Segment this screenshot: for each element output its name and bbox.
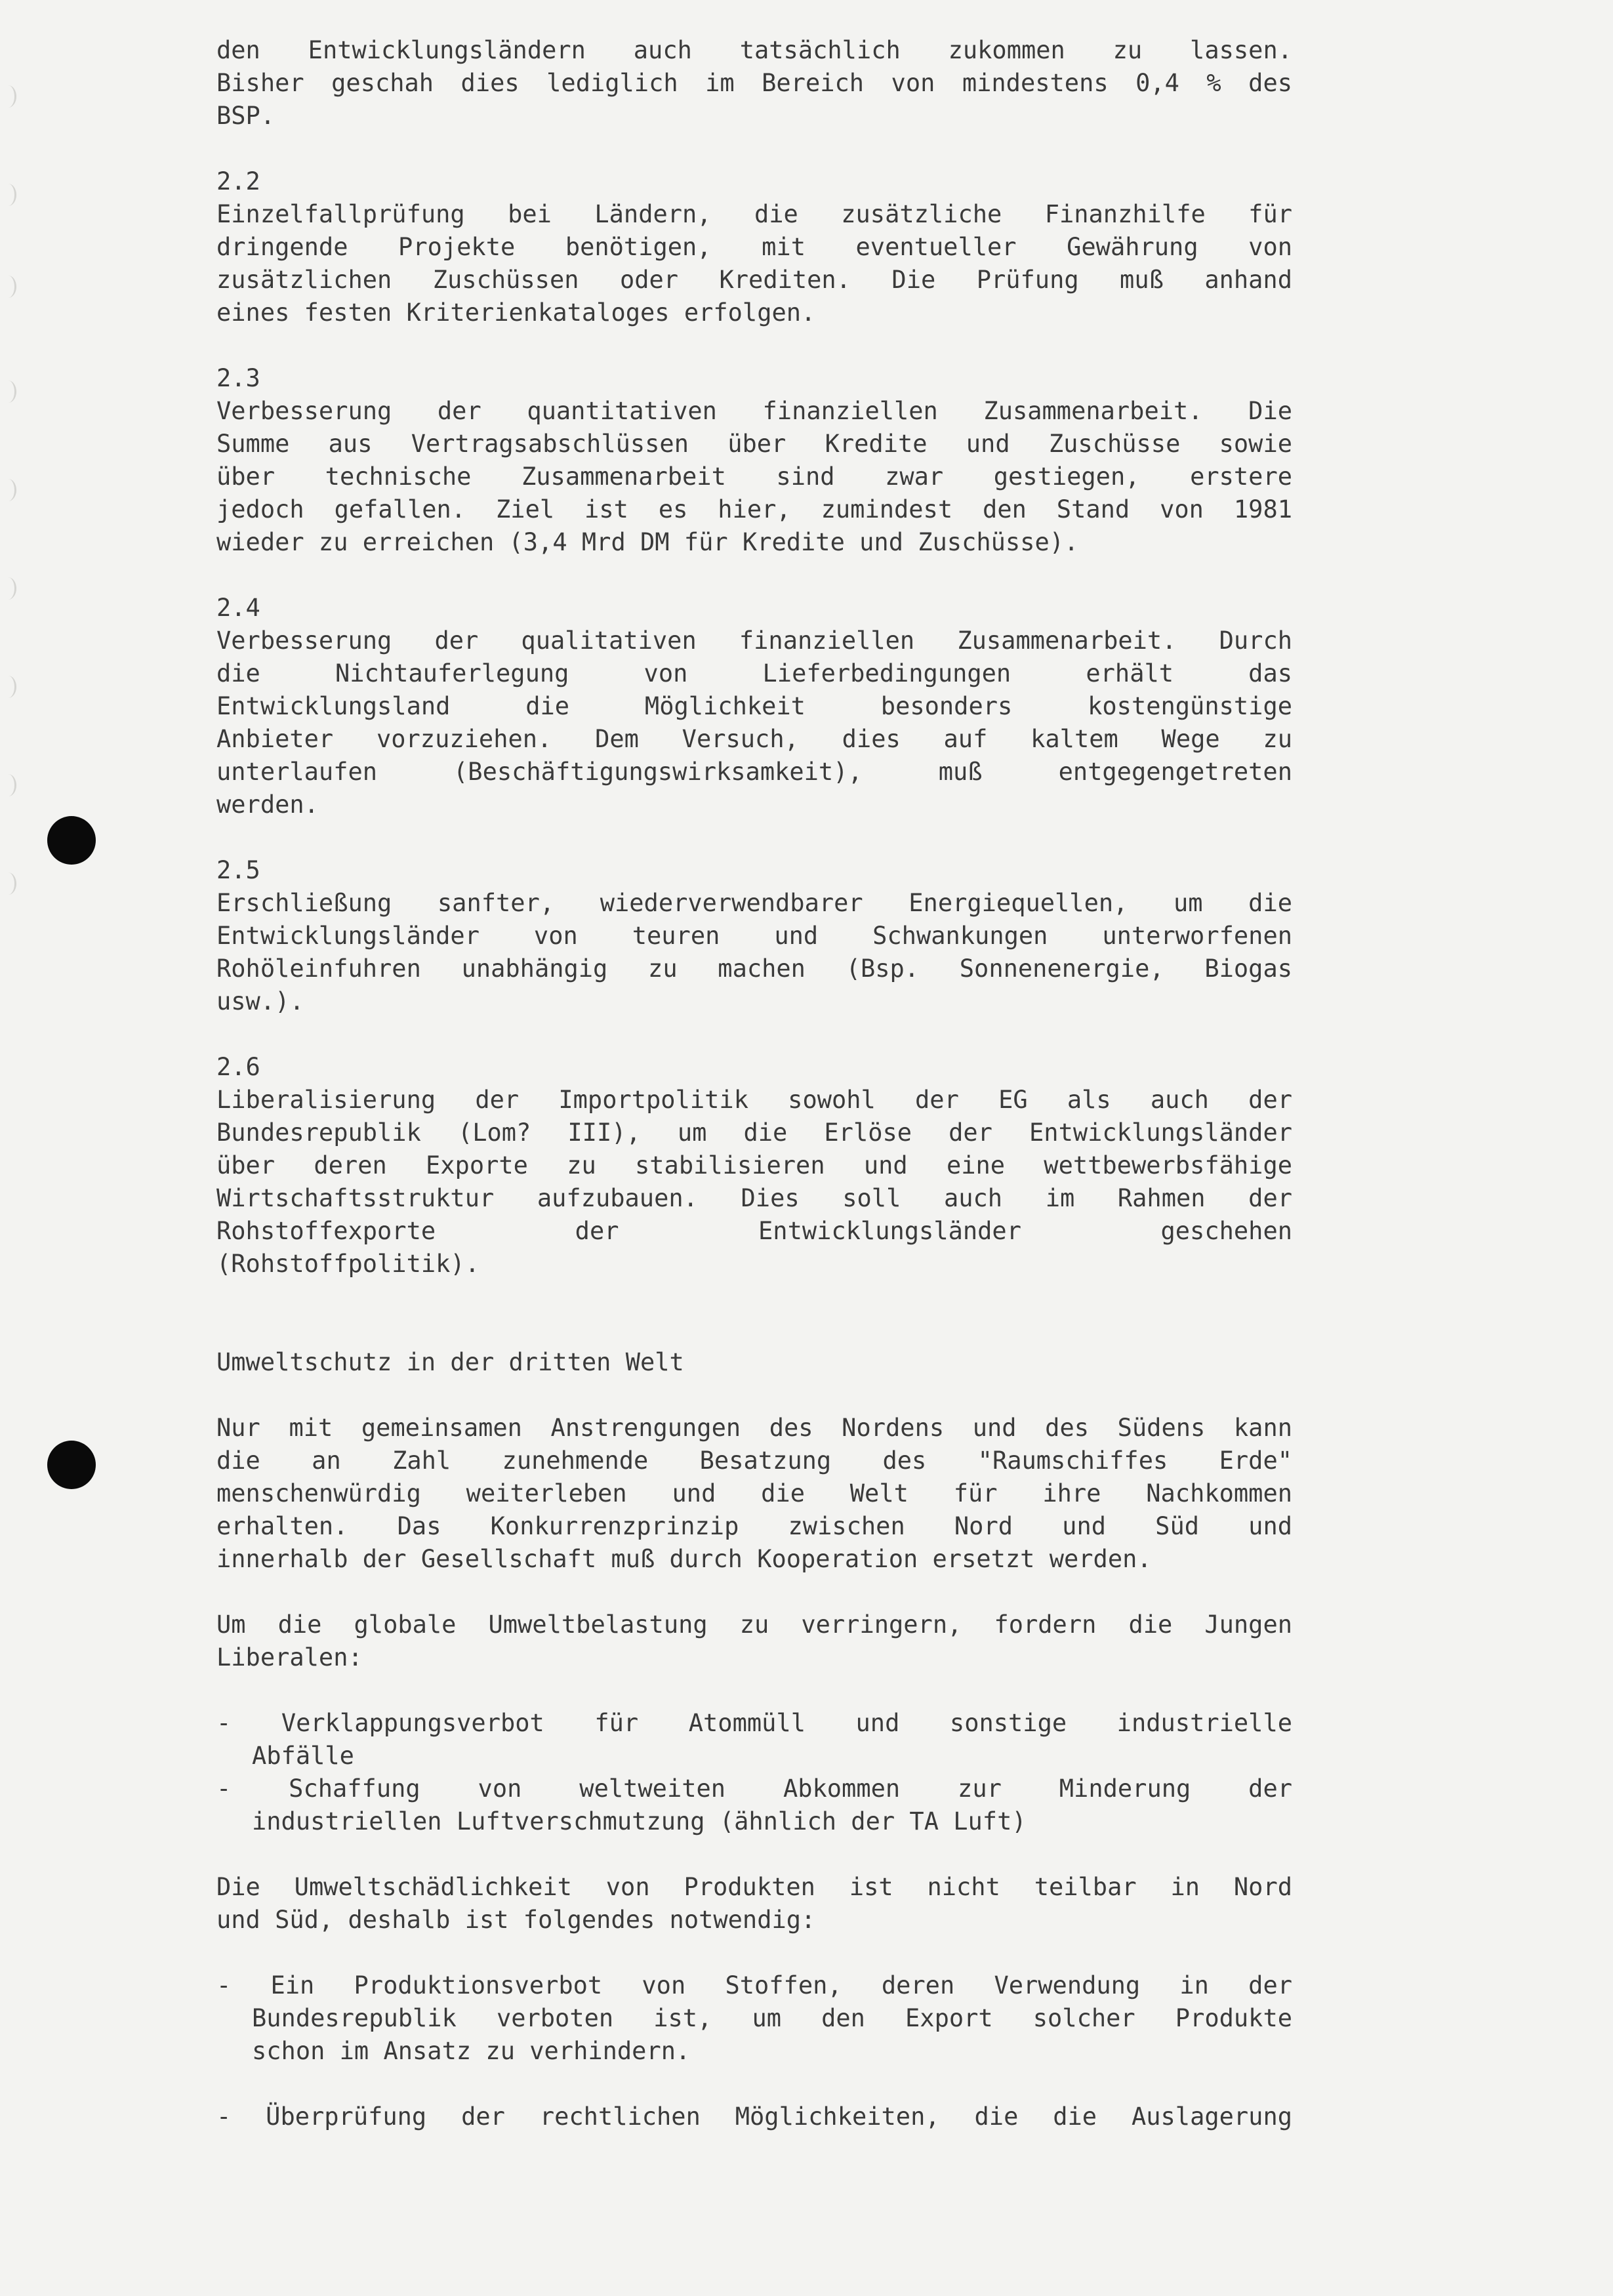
text-line: Rohöleinfuhren unabhängig zu machen (Bsp. Sonnenenergie, Biogas <box>216 954 1292 983</box>
text-line: - Schaffung von weltweiten Abkommen zur Minderung der <box>216 1774 1292 1803</box>
text-line: Verbesserung der quantitativen finanziellen Zusammenarbeit. Die <box>216 397 1292 425</box>
section-2-5 <box>216 854 1292 1018</box>
text-line: erhalten. Das Konkurrenzprinzip zwischen Nord und Süd und <box>216 1512 1292 1540</box>
text-line: Nur mit gemeinsamen Anstrengungen des Nordens und des Südens kann <box>216 1414 1292 1442</box>
text-line: Erschließung sanfter, wiederverwendbarer Energiequellen, um die <box>216 889 1292 917</box>
section-number: 2.5 <box>216 856 260 884</box>
section-number: 2.6 <box>216 1053 260 1081</box>
section-2-3 <box>216 362 1292 559</box>
section-number: 2.2 <box>216 167 260 195</box>
text-line: und Süd, deshalb ist folgendes notwendig: <box>216 1906 816 1934</box>
text-line: über technische Zusammenarbeit sind zwar gestiegen, erstere <box>216 462 1292 491</box>
text-line: Wirtschaftsstruktur aufzubauen. Dies soll auch im Rahmen der <box>216 1184 1292 1212</box>
text-line: usw.). <box>216 987 304 1015</box>
punch-hole-upper <box>47 816 96 865</box>
text-line: werden. <box>216 790 319 819</box>
text-line: Summe aus Vertragsabschlüssen über Kredite und Zuschüsse sowie <box>216 430 1292 458</box>
text-line: Abfälle <box>252 1742 354 1770</box>
list-item <box>216 2101 1292 2133</box>
document-page <box>216 34 1292 2133</box>
text-line: dringende Projekte benötigen, mit eventueller Gewährung von <box>216 233 1292 261</box>
section-2-6 <box>216 1051 1292 1281</box>
text-line: Entwicklungsland die Möglichkeit besonders kostengünstige <box>216 692 1292 720</box>
text-line: Bundesrepublik verboten ist, um den Export solcher Produkte <box>252 2004 1292 2032</box>
edge-mark <box>0 577 16 600</box>
paragraph <box>216 1871 1292 1937</box>
text-line: - Verklappungsverbot für Atommüll und sonstige industrielle <box>216 1709 1292 1737</box>
text-line: unterlaufen (Beschäftigungswirksamkeit), muß entgegengetreten <box>216 758 1292 786</box>
text-line: BSP. <box>216 102 276 130</box>
edge-mark <box>0 774 16 796</box>
text-line: Um die globale Umweltbelastung zu verringern, fordern die Jungen <box>216 1610 1292 1639</box>
text-line: den Entwicklungsländern auch tatsächlich zukommen zu lassen. <box>216 36 1292 64</box>
text-line: Verbesserung der qualitativen finanziellen Zusammenarbeit. Durch <box>216 626 1292 655</box>
text-line: Rohstoffexporte der Entwicklungsländer geschehen <box>216 1217 1292 1245</box>
bullet-list <box>216 1969 1292 2133</box>
bullet-list <box>216 1707 1292 1838</box>
text-line: Liberalen: <box>216 1643 363 1671</box>
text-line: Bisher geschah dies lediglich im Bereich von mindestens 0,4 % des <box>216 69 1292 97</box>
text-line: innerhalb der Gesellschaft muß durch Kooperation ersetzt werden. <box>216 1545 1152 1573</box>
text-line: zusätzlichen Zuschüssen oder Krediten. Die Prüfung muß anhand <box>216 266 1292 294</box>
section-title: Umweltschutz in der dritten Welt <box>216 1348 684 1376</box>
edge-mark <box>0 479 16 501</box>
edge-mark <box>0 676 16 698</box>
text-line: Einzelfallprüfung bei Ländern, die zusätzliche Finanzhilfe für <box>216 200 1292 228</box>
text-line: Liberalisierung der Importpolitik sowohl der EG als auch der <box>216 1086 1292 1114</box>
list-item <box>216 1707 1292 1773</box>
edge-mark <box>0 276 16 298</box>
text-line: die an Zahl zunehmende Besatzung des "Raumschiffes Erde" <box>216 1446 1292 1475</box>
text-line: über deren Exporte zu stabilisieren und eine wettbewerbsfähige <box>216 1151 1292 1179</box>
edge-mark <box>0 872 16 895</box>
list-item <box>216 1773 1292 1838</box>
text-line: menschenwürdig weiterleben und die Welt für ihre Nachkommen <box>216 1479 1292 1507</box>
paragraph <box>216 1609 1292 1674</box>
text-line: industriellen Luftverschmutzung (ähnlich der TA Luft) <box>252 1807 1027 1835</box>
text-line: eines festen Kriterienkataloges erfolgen. <box>216 298 816 327</box>
edge-mark <box>0 85 16 108</box>
text-line: die Nichtauferlegung von Lieferbedingungen erhält das <box>216 659 1292 687</box>
edge-mark <box>0 380 16 403</box>
text-line: Entwicklungsländer von teuren und Schwankungen unterworfenen <box>216 922 1292 950</box>
section-number: 2.4 <box>216 594 260 622</box>
edge-mark <box>0 184 16 206</box>
section-number: 2.3 <box>216 364 260 392</box>
text-line: wieder zu erreichen (3,4 Mrd DM für Kredite und Zuschüsse). <box>216 528 1079 556</box>
text-line: - Überprüfung der rechtlichen Möglichkeiten, die die Auslagerung <box>216 2102 1292 2131</box>
section-2-2 <box>216 165 1292 329</box>
text-line: Bundesrepublik (Lom? III), um die Erlöse der Entwicklungsländer <box>216 1118 1292 1147</box>
text-line: (Rohstoffpolitik). <box>216 1250 480 1278</box>
paragraph-continuation <box>216 34 1292 133</box>
paragraph <box>216 1412 1292 1576</box>
section-2-4 <box>216 592 1292 821</box>
text-line: - Ein Produktionsverbot von Stoffen, deren Verwendung in der <box>216 1971 1292 1999</box>
text-line: schon im Ansatz zu verhindern. <box>252 2037 691 2065</box>
text-line: Anbieter vorzuziehen. Dem Versuch, dies auf kaltem Wege zu <box>216 725 1292 753</box>
punch-hole-lower <box>47 1441 96 1489</box>
list-item <box>216 1969 1292 2068</box>
text-line: Die Umweltschädlichkeit von Produkten ist nicht teilbar in Nord <box>216 1873 1292 1901</box>
text-line: jedoch gefallen. Ziel ist es hier, zumindest den Stand von 1981 <box>216 495 1292 523</box>
